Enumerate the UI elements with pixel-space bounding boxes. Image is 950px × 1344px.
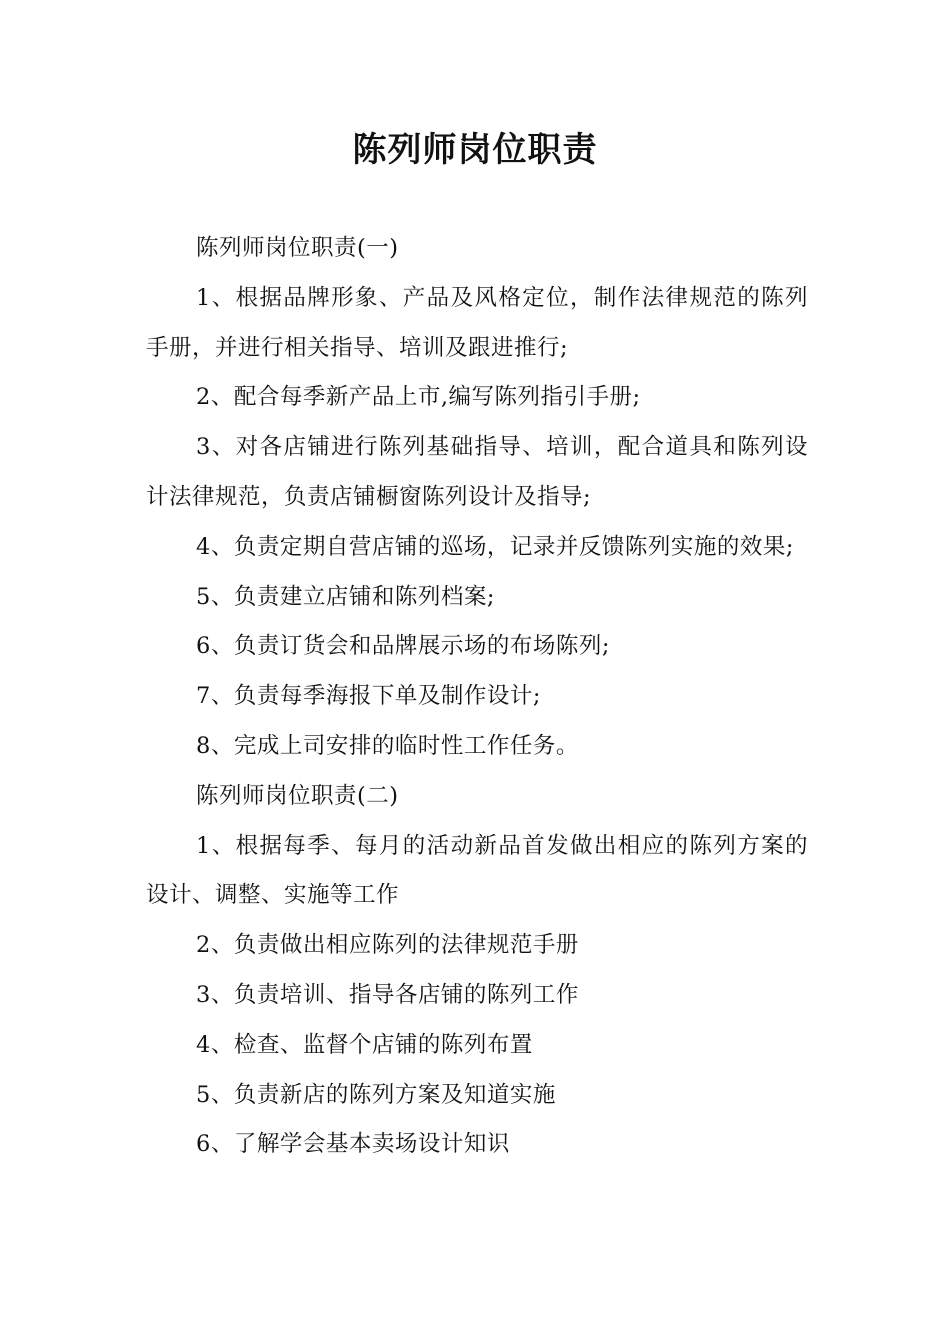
list-item: 1、根据每季、每月的活动新品首发做出相应的陈列方案的设计、调整、实施等工作: [146, 832, 808, 909]
list-item: 2、负责做出相应陈列的法律规范手册: [196, 932, 579, 959]
list-item: 4、负责定期自营店铺的巡场，记录并反馈陈列实施的效果;: [196, 533, 794, 560]
list-item: 1、根据品牌形象、产品及风格定位，制作法律规范的陈列手册，并进行相关指导、培训及跟进推行;: [146, 284, 808, 361]
list-item: 6、负责订货会和品牌展示场的布场陈列;: [196, 633, 610, 660]
list-item: 5、负责建立店铺和陈列档案;: [196, 583, 495, 610]
document-title: 陈列师岗位职责: [352, 130, 598, 170]
list-item: 5、负责新店的陈列方案及知道实施: [196, 1081, 556, 1108]
list-item: 6、了解学会基本卖场设计知识: [196, 1131, 510, 1158]
list-item: 4、检查、监督个店铺的陈列布置: [196, 1031, 533, 1058]
section-heading: 陈列师岗位职责(二): [196, 782, 399, 809]
list-item: 7、负责每季海报下单及制作设计;: [196, 683, 541, 710]
document-body: [146, 224, 808, 1170]
list-item: 3、对各店铺进行陈列基础指导、培训，配合道具和陈列设计法律规范，负责店铺橱窗陈列设计及指导;: [146, 434, 808, 510]
section-heading: 陈列师岗位职责(一): [196, 235, 399, 261]
list-item: 8、完成上司安排的临时性工作任务。: [196, 732, 579, 759]
list-item: 3、负责培训、指导各店铺的陈列工作: [196, 981, 579, 1008]
list-item: 2、配合每季新产品上市,编写陈列指引手册;: [196, 384, 641, 411]
